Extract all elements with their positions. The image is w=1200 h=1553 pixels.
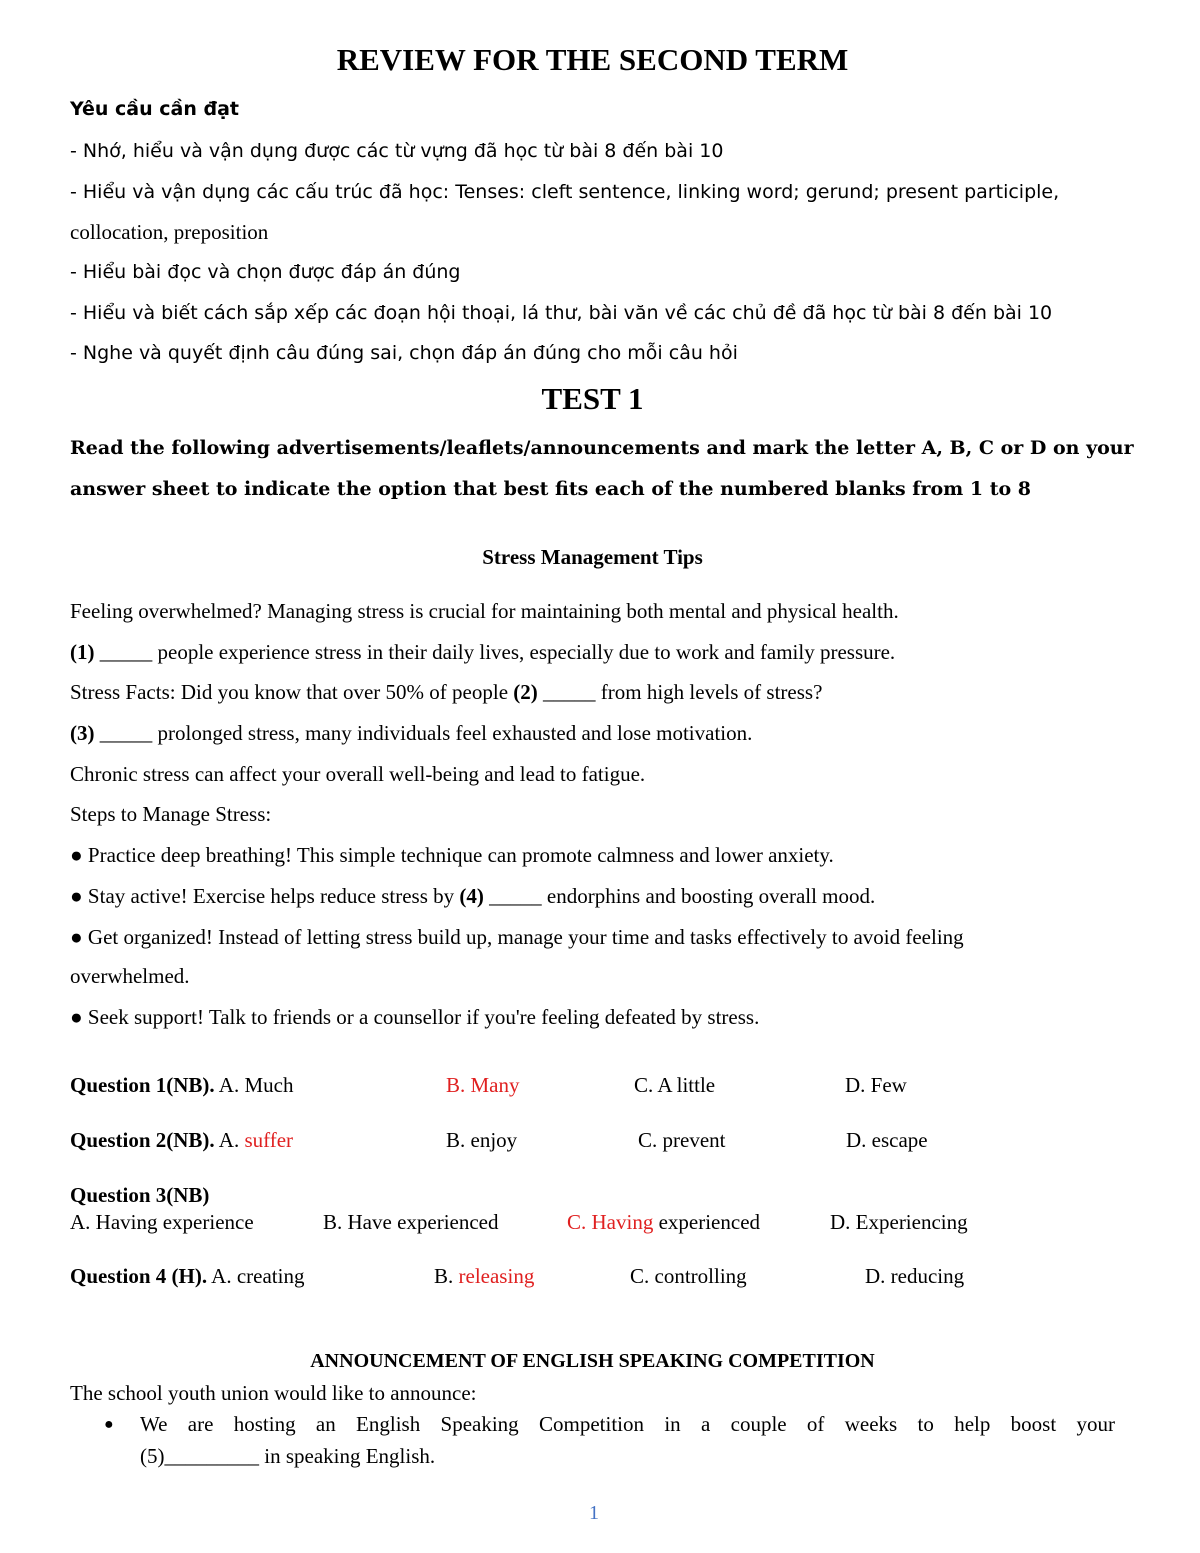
option-a: A. Much xyxy=(214,1073,294,1097)
option-b-prefix: B. xyxy=(434,1264,459,1288)
option-c-rest: experienced xyxy=(653,1210,761,1234)
requirement-line: - Nghe và quyết định câu đúng sai, chọn đáp án đúng cho mỗi câu hỏi xyxy=(70,342,738,364)
option-d: D. Few xyxy=(845,1073,907,1097)
leaflet-line xyxy=(70,640,895,665)
option-a: A. creating xyxy=(207,1264,305,1288)
option-c: C. prevent xyxy=(638,1128,726,1152)
requirements-heading: Yêu cầu cần đạt xyxy=(70,98,239,120)
leaflet-bullet: ● Seek support! Talk to friends or a counsellor if you're feeling defeated by stress. xyxy=(70,1005,760,1029)
option-d: D. reducing xyxy=(865,1264,965,1288)
leaflet-text: _____ people experience stress in their daily lives, especially due to work and family pressure. xyxy=(94,640,896,664)
requirement-line: - Hiểu và biết cách sắp xếp các đoạn hội thoại, lá thư, bài văn về các chủ đề đã học từ bài 8 đến bài 10 xyxy=(70,302,1053,324)
option-b xyxy=(434,1264,534,1289)
leaflet-text: ● Stay active! Exercise helps reduce stress by xyxy=(70,884,460,908)
leaflet-line: overwhelmed. xyxy=(70,964,190,988)
requirement-line: - Hiểu và vận dụng các cấu trúc đã học: Tenses: cleft sentence, linking word; gerund; present participle, xyxy=(70,181,1060,203)
question-2 xyxy=(70,1128,293,1153)
option-a: A. Having experience xyxy=(70,1210,254,1234)
blank-number: (3) xyxy=(70,721,95,745)
leaflet-bullet: ● Practice deep breathing! This simple technique can promote calmness and lower anxiety. xyxy=(70,843,834,867)
leaflet-line: Chronic stress can affect your overall well-being and lead to fatigue. xyxy=(70,762,646,786)
option-b-correct: releasing xyxy=(458,1264,535,1288)
question-1 xyxy=(70,1073,293,1098)
requirement-line: - Hiểu bài đọc và chọn được đáp án đúng xyxy=(70,261,461,283)
question-label: Question 4 (H). xyxy=(70,1264,208,1288)
leaflet-text: _____ prolonged stress, many individuals feel exhausted and lose motivation. xyxy=(94,721,753,745)
option-a-prefix: A. xyxy=(214,1128,245,1152)
leaflet-line: Steps to Manage Stress: xyxy=(70,802,272,826)
leaflet-text: Stress Facts: Did you know that over 50% of people xyxy=(70,680,514,704)
leaflet-text: _____ endorphins and boosting overall mood. xyxy=(483,884,876,908)
requirement-line: - Nhớ, hiểu và vận dụng được các từ vựng đã học từ bài 8 đến bài 10 xyxy=(70,140,724,162)
leaflet-line: Feeling overwhelmed? Managing stress is crucial for maintaining both mental and physical health. xyxy=(70,599,899,623)
instruction-line: Read the following advertisements/leaflets/announcements and mark the letter A, B, C or D on your xyxy=(70,437,1134,459)
option-a-correct: suffer xyxy=(244,1128,294,1152)
option-c-correct: C. Having xyxy=(567,1210,654,1234)
option-c xyxy=(567,1210,760,1235)
test-title: TEST 1 xyxy=(541,381,644,416)
page-number: 1 xyxy=(589,1502,599,1524)
option-b-correct: B. Many xyxy=(446,1073,520,1097)
announcement-intro: The school youth union would like to announce: xyxy=(70,1381,477,1405)
document-title: REVIEW FOR THE SECOND TERM xyxy=(336,42,849,77)
leaflet-bullet: ● Get organized! Instead of letting stress build up, manage your time and tasks effectively to avoid feeling xyxy=(70,925,964,949)
announcement-heading: ANNOUNCEMENT OF ENGLISH SPEAKING COMPETITION xyxy=(310,1350,875,1372)
announcement-item: We are hosting an English Speaking Competition in a couple of weeks to help boost your xyxy=(140,1412,1115,1436)
leaflet-heading: Stress Management Tips xyxy=(482,545,703,569)
requirement-line: collocation, preposition xyxy=(70,220,269,244)
question-4 xyxy=(70,1264,304,1289)
blank-number: (1) xyxy=(70,640,95,664)
leaflet-bullet xyxy=(70,884,875,909)
instruction-line: answer sheet to indicate the option that best fits each of the numbered blanks from 1 to 8 xyxy=(70,478,1031,500)
question-label: Question 2(NB). xyxy=(70,1128,215,1152)
leaflet-line xyxy=(70,680,822,705)
question-label: Question 1(NB). xyxy=(70,1073,215,1097)
option-b: B. Have experienced xyxy=(323,1210,499,1234)
bullet-icon: ● xyxy=(104,1416,114,1433)
option-d: D. escape xyxy=(846,1128,928,1152)
option-b: B. enjoy xyxy=(446,1128,518,1152)
option-d: D. Experiencing xyxy=(830,1210,968,1234)
leaflet-text: _____ from high levels of stress? xyxy=(537,680,823,704)
blank-number: (4) xyxy=(459,884,484,908)
option-c: C. A little xyxy=(634,1073,716,1097)
leaflet-line xyxy=(70,721,752,746)
announcement-item-continued: (5)_________ in speaking English. xyxy=(140,1444,436,1468)
question-label: Question 3(NB) xyxy=(70,1183,210,1207)
option-c: C. controlling xyxy=(630,1264,747,1288)
blank-number: (2) xyxy=(513,680,538,704)
